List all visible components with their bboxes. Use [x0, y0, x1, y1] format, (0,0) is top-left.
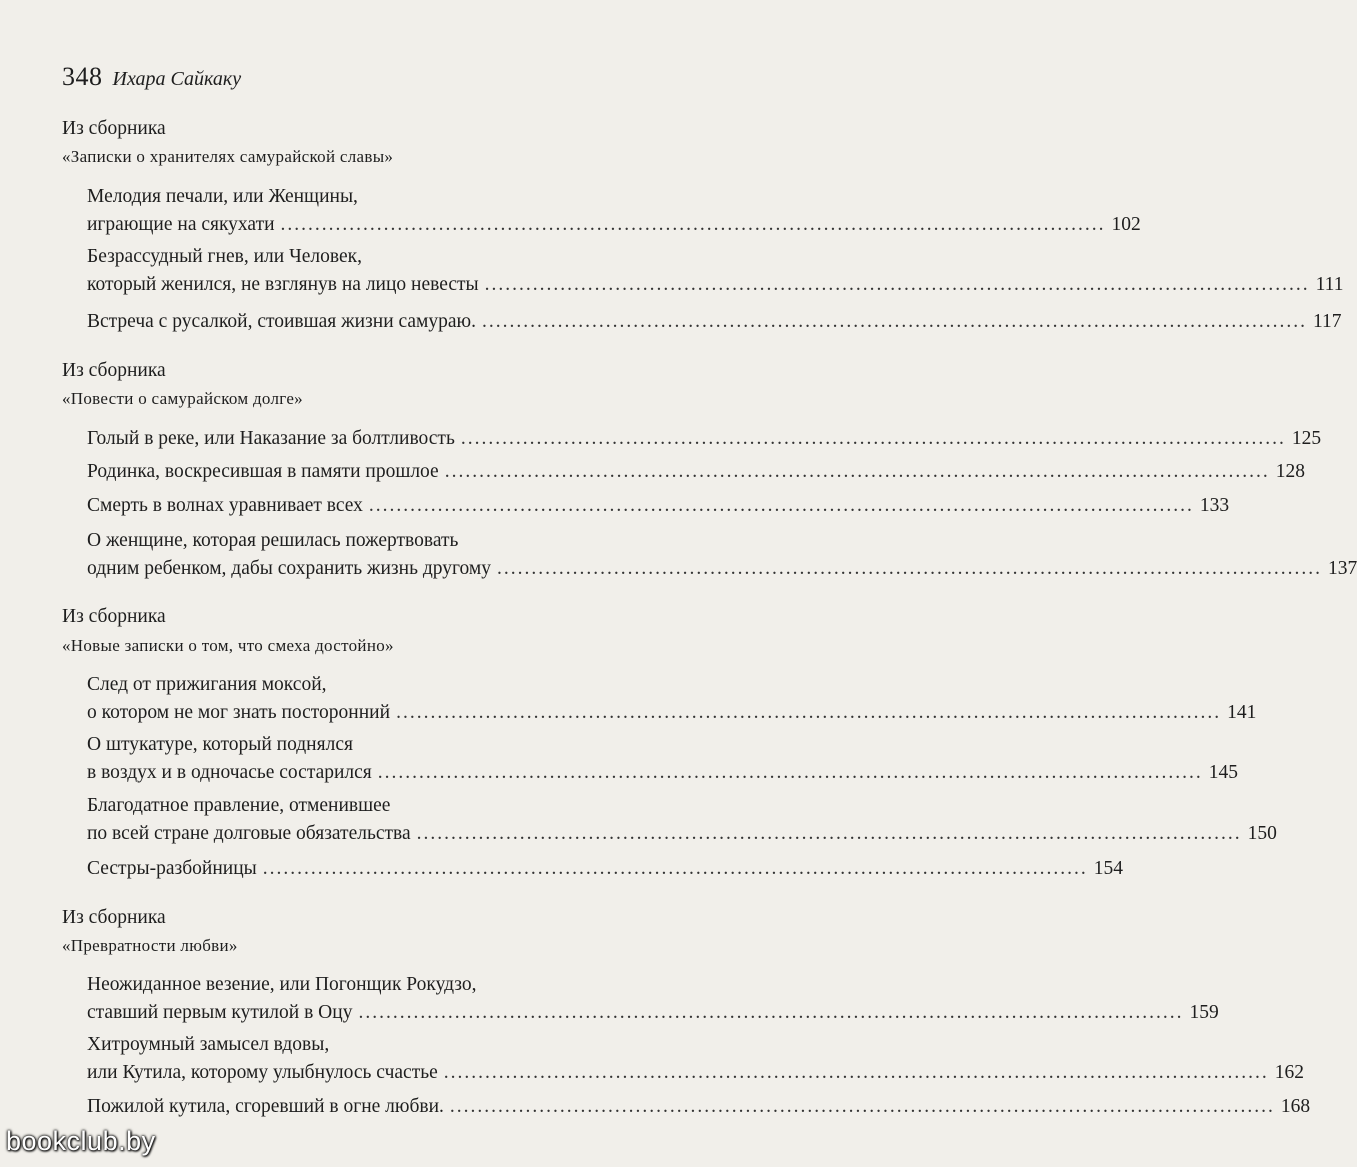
leader-dots: ........................................................................................................................	[443, 1062, 1269, 1083]
entry-line	[87, 214, 1141, 236]
section-subtitle: «Новые записки о том, что смеха достойно»	[62, 636, 394, 655]
section-subtitle: «Превратности любви»	[62, 936, 238, 955]
entry-page-number: 145	[1208, 762, 1239, 783]
entry-line	[87, 495, 1230, 517]
entry-page-number: 162	[1274, 1062, 1305, 1083]
entry-line	[87, 461, 1305, 483]
entry-line-text: Сестры-разбойницы	[87, 858, 257, 879]
entry-page-number: 154	[1093, 858, 1124, 879]
entry-line: След от прижигания моксой,	[87, 674, 327, 695]
entry-page-number: 133	[1199, 495, 1230, 516]
entry-line-text: Смерть в волнах уравнивает всех	[87, 495, 363, 516]
leader-dots: ........................................................................................................................	[496, 558, 1322, 579]
entry-line	[87, 1062, 1305, 1084]
entry-line	[87, 702, 1257, 724]
entry-line-text: Голый в реке, или Наказание за болтливость	[87, 428, 455, 449]
entry-line	[87, 274, 1344, 296]
entry-line	[87, 428, 1322, 450]
entry-line	[87, 1002, 1219, 1024]
entry-line: О штукатуре, который поднялся	[87, 734, 353, 755]
entry-page-number: 117	[1313, 311, 1342, 332]
entry-line: Неожиданное везение, или Погонщик Рокудзо,	[87, 974, 477, 995]
watermark-logo: bookclub.by	[6, 1126, 156, 1156]
entry-line	[87, 762, 1239, 784]
section-subtitle: «Повести о самурайском долге»	[62, 389, 303, 408]
entry-line-text: или Кутила, которому улыбнулось счастье	[87, 1062, 438, 1083]
leader-dots: ........................................................................................................................	[280, 214, 1106, 235]
entry-line: О женщине, которая решилась пожертвовать	[87, 530, 459, 551]
entry-line: Мелодия печали, или Женщины,	[87, 186, 358, 207]
leader-dots: ........................................................................................................................	[416, 823, 1242, 844]
entry-line	[87, 1096, 1311, 1118]
leader-dots: ........................................................................................................................	[484, 274, 1310, 295]
leader-dots: ........................................................................................................................	[449, 1096, 1275, 1117]
entry-page-number: 128	[1275, 461, 1305, 482]
entry-line-text: по всей стране долговые обязательства	[87, 823, 411, 844]
entry-line-text: ставший первым кутилой в Оцу	[87, 1002, 353, 1023]
entry-line	[87, 558, 1357, 580]
section-title: Из сборника	[62, 360, 166, 381]
page-number: 348	[62, 62, 103, 91]
page-header	[62, 62, 241, 92]
leader-dots: ........................................................................................................................	[262, 858, 1088, 879]
entry-line: Безрассудный гнев, или Человек,	[87, 246, 362, 267]
entry-line	[87, 823, 1277, 845]
entry-page-number: 159	[1189, 1002, 1219, 1023]
section-title: Из сборника	[62, 907, 166, 928]
section-title: Из сборника	[62, 118, 166, 139]
entry-line-text: в воздух и в одночасье состарился	[87, 762, 372, 783]
entry-line: Благодатное правление, отменившее	[87, 795, 391, 816]
entry-line	[87, 311, 1342, 333]
leader-dots: ........................................................................................................................	[482, 311, 1307, 332]
leader-dots: ........................................................................................................................	[444, 461, 1270, 482]
entry-line: Хитроумный замысел вдовы,	[87, 1034, 330, 1055]
entry-page-number: 141	[1227, 702, 1257, 723]
entry-page-number: 111	[1315, 274, 1344, 295]
entry-page-number: 102	[1111, 214, 1141, 235]
leader-dots: ........................................................................................................................	[377, 762, 1203, 783]
section-title: Из сборника	[62, 606, 166, 627]
entry-page-number: 125	[1291, 428, 1322, 449]
entry-line	[87, 858, 1124, 880]
entry-page-number: 137	[1327, 558, 1357, 579]
entry-line-text: Пожилой кутила, сгоревший в огне любви.	[87, 1096, 444, 1117]
entry-line-text: Встреча с русалкой, стоившая жизни самураю.	[87, 311, 476, 332]
entry-line-text: одним ребенком, дабы сохранить жизнь другому	[87, 558, 491, 579]
entry-page-number: 150	[1247, 823, 1277, 844]
running-head-author: Ихара Сайкаку	[112, 68, 242, 90]
leader-dots: ........................................................................................................................	[460, 428, 1286, 449]
entry-line-text: о котором не мог знать посторонний	[87, 702, 391, 723]
leader-dots: ........................................................................................................................	[358, 1002, 1184, 1023]
entry-line-text: играющие на сякухати	[87, 214, 275, 235]
entry-line-text: который женился, не взглянув на лицо невесты	[87, 274, 479, 295]
leader-dots: ........................................................................................................................	[368, 495, 1194, 516]
leader-dots: ........................................................................................................................	[396, 702, 1222, 723]
section-subtitle: «Записки о хранителях самурайской славы»	[62, 147, 394, 166]
entry-line-text: Родинка, воскресившая в памяти прошлое	[87, 461, 439, 482]
entry-page-number: 168	[1280, 1096, 1311, 1117]
